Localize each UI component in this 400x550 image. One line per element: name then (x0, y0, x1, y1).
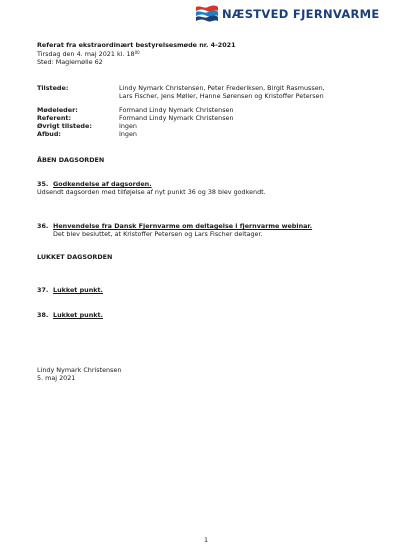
agenda-item-38-heading: Lukket punkt. (53, 311, 103, 319)
company-logo (195, 4, 380, 24)
agenda-item-37-number: 37. (37, 286, 49, 294)
agenda-item-35-body: Udsendt dagsorden med tilføjelse af nyt punkt 36 og 38 blev godkendt. (37, 188, 266, 196)
closed-agenda-heading: LUKKET DAGSORDEN (37, 253, 113, 261)
page-number: 1 (204, 536, 209, 544)
agenda-item-37-heading: Lukket punkt. (53, 286, 103, 294)
absent-label: Afbud: (37, 130, 61, 138)
absent-value: Ingen (119, 130, 137, 138)
attendees-line-1: Lindy Nymark Christensen, Peter Frederiksen, Birgit Rasmussen, (119, 84, 325, 92)
others-present-value: Ingen (119, 122, 137, 130)
minutes-taker-value: Formand Lindy Nymark Christensen (119, 114, 234, 122)
document-title: Referat fra ekstraordinært bestyrelsesmøde nr. 4-2021 (37, 41, 236, 49)
chair-label: Mødeleder: (37, 106, 78, 114)
flame-wave-icon (195, 5, 219, 23)
logo-text: NÆSTVED FJERNVARME (222, 7, 380, 21)
minutes-taker-label: Referent: (37, 114, 72, 122)
agenda-item-36-body: Det blev besluttet, at Kristoffer Petersen og Lars Fischer deltager. (53, 230, 263, 238)
others-present-label: Øvrigt tilstede: (37, 122, 92, 130)
agenda-item-38-number: 38. (37, 311, 49, 319)
agenda-item-35-heading: Godkendelse af dagsorden. (53, 180, 152, 188)
chair-value: Formand Lindy Nymark Christensen (119, 106, 234, 114)
agenda-item-36-number: 36. (37, 222, 49, 230)
agenda-item-36-title (37, 222, 312, 230)
signature-name: Lindy Nymark Christensen (37, 366, 122, 374)
meeting-date (37, 50, 140, 58)
meeting-time-minutes: 00 (134, 50, 140, 55)
agenda-item-36-heading: Henvendelse fra Dansk Fjernvarme om deltagelse i fjernvarme webinar. (53, 222, 313, 230)
agenda-item-38-title (37, 311, 103, 319)
attendees-label: Tilstede: (37, 84, 69, 92)
agenda-item-37-title (37, 286, 103, 294)
attendees-line-2: Lars Fischer, Jens Møller, Hanne Sørensen og Kristoffer Petersen (119, 92, 324, 100)
open-agenda-heading: ÅBEN DAGSORDEN (37, 156, 105, 164)
agenda-item-35-number: 35. (37, 180, 49, 188)
signature-date: 5. maj 2021 (37, 374, 76, 382)
meeting-place: Sted: Maglemølle 62 (37, 58, 103, 66)
meeting-date-text: Tirsdag den 4. maj 2021 kl. 18 (37, 50, 135, 58)
agenda-item-35-title (37, 180, 152, 188)
